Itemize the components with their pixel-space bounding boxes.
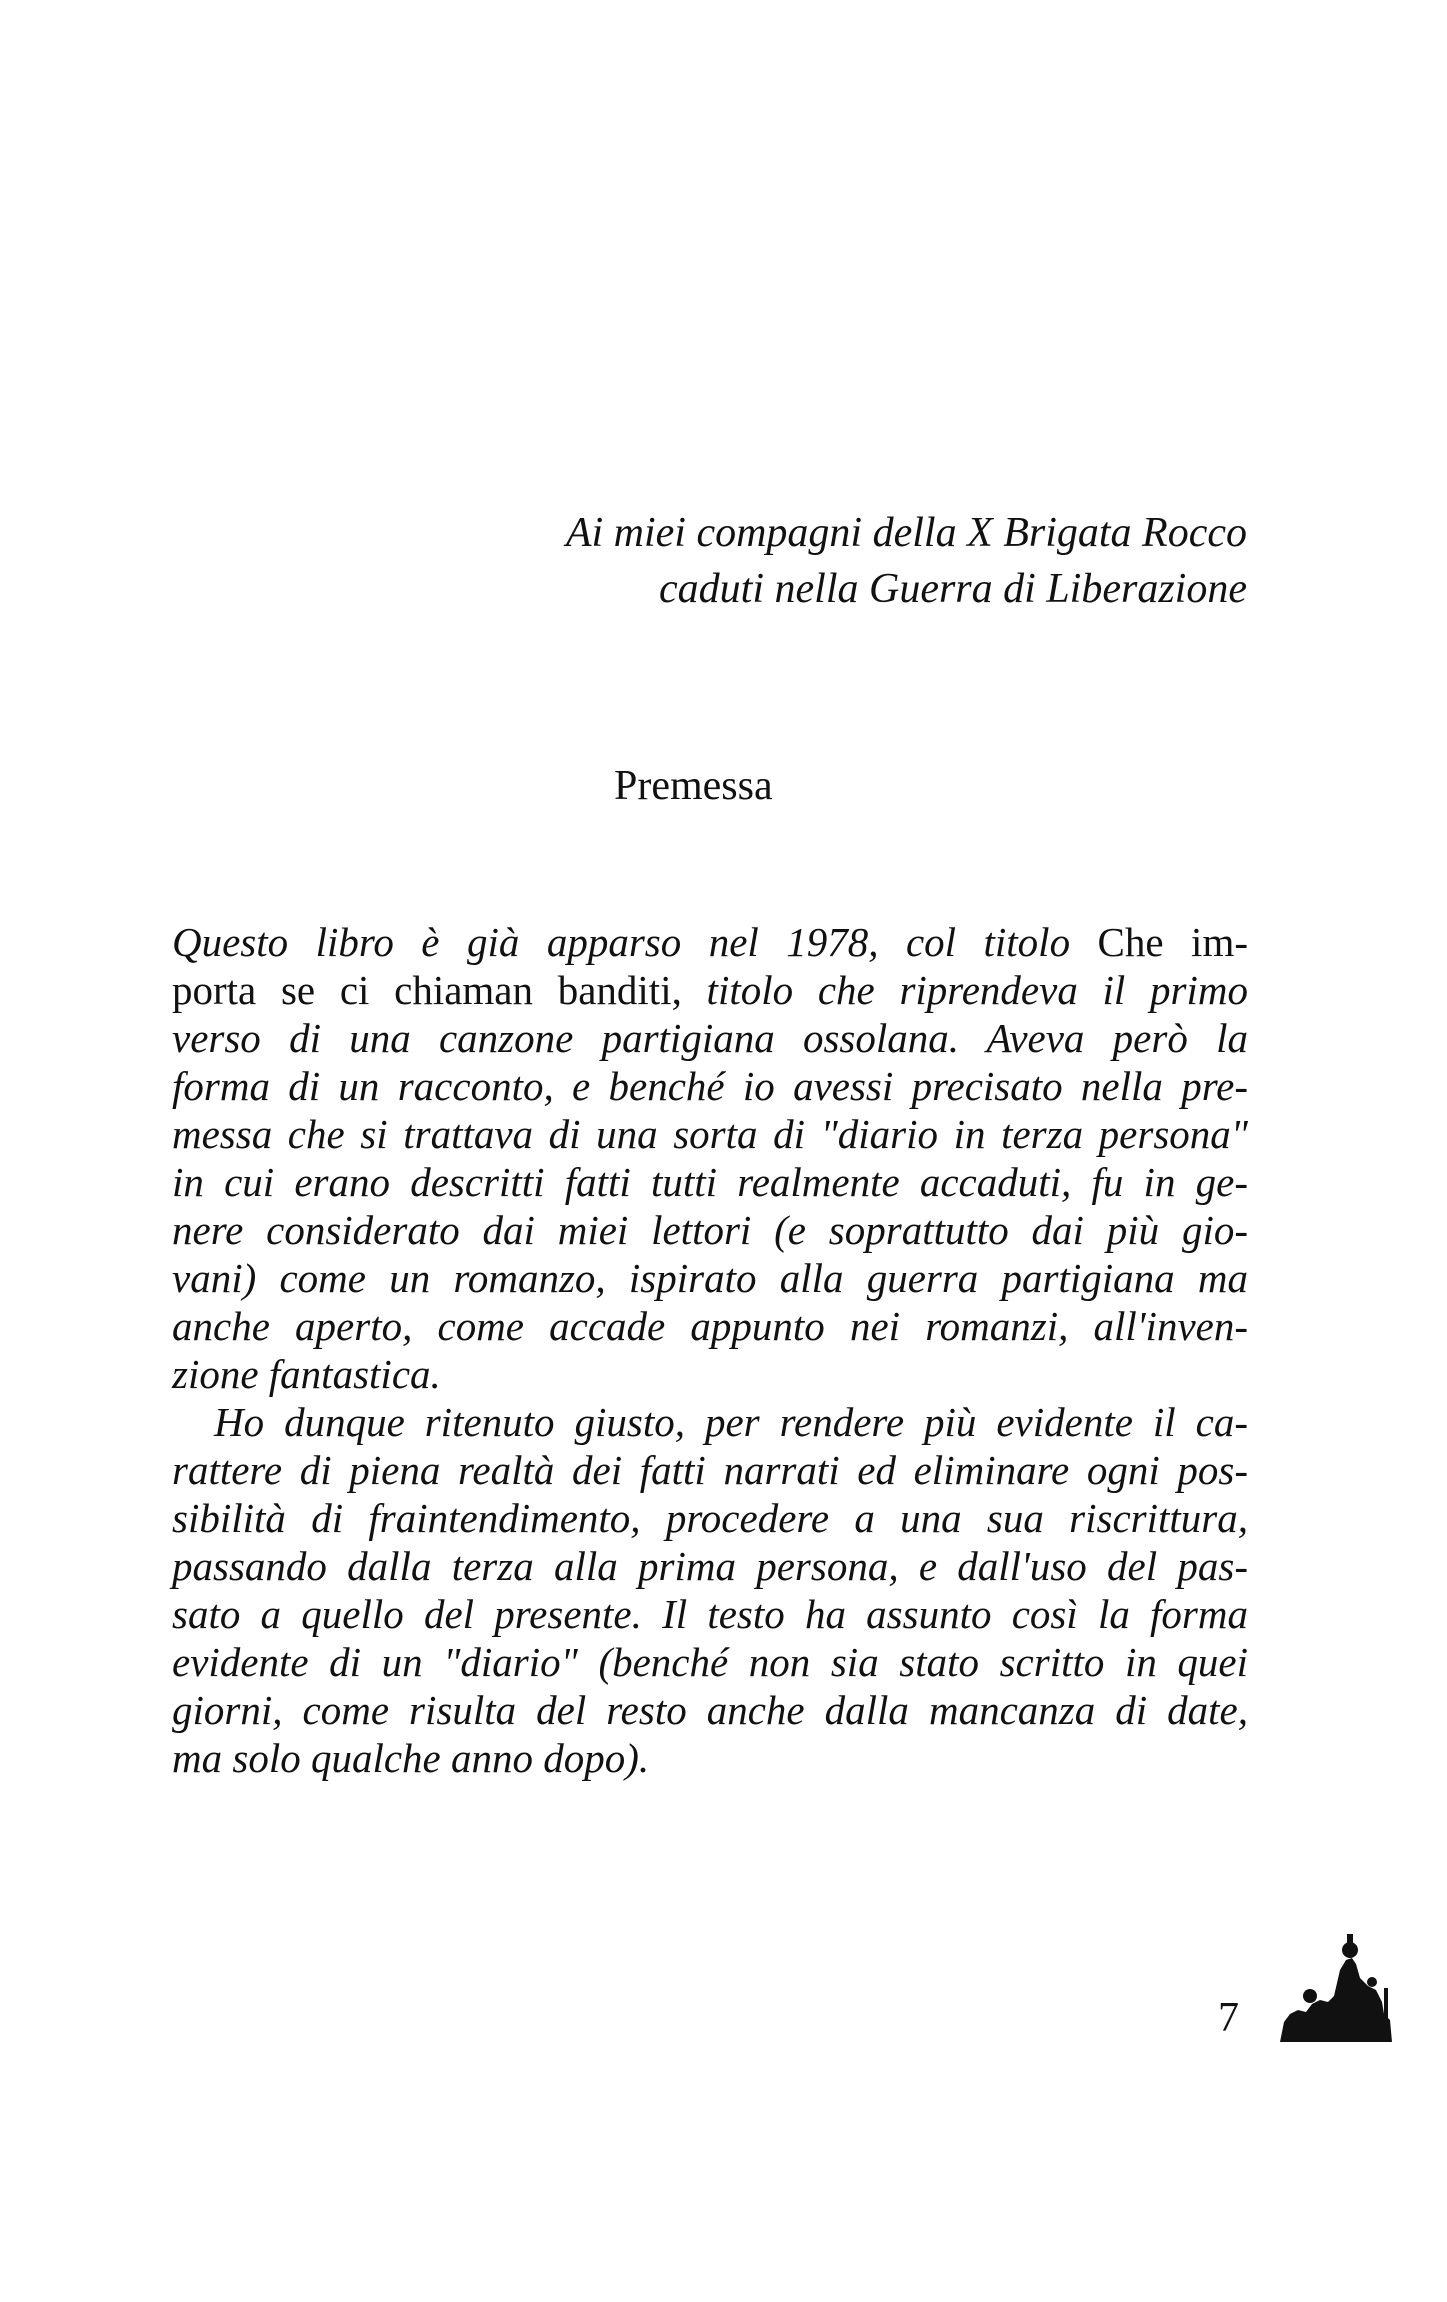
text-line: rattere di piena realtà dei fatti narrati ed eliminare ogni pos- <box>172 1447 1248 1493</box>
book-title-part-2: porta se ci chiaman banditi, <box>172 967 682 1013</box>
dedication-line-2: caduti nella Guerra di Liberazione <box>659 566 1247 612</box>
page-number: 7 <box>1218 1995 1239 2041</box>
text-line: passando dalla terza alla prima persona, e dall'uso del pas- <box>172 1543 1248 1589</box>
dedication <box>347 505 1247 617</box>
text-line: vani) come un romanzo, ispirato alla guerra partigiana ma <box>172 1255 1248 1301</box>
dedication-line-1: Ai miei compagni della X Brigata Rocco <box>565 510 1247 556</box>
text-line: Ho dunque ritenuto giusto, per rendere più evidente il ca- <box>214 1399 1248 1445</box>
text-span: titolo che riprendeva il primo <box>681 967 1248 1013</box>
section-heading: Premessa <box>614 763 773 809</box>
text-line: zione fantastica. <box>172 1351 441 1397</box>
text-line: verso di una canzone partigiana ossolana. Aveva però la <box>172 1015 1248 1061</box>
text-line: giorni, come risulta del resto anche dalla mancanza di date, <box>172 1687 1248 1733</box>
book-title-part-1: Che im- <box>1097 919 1248 965</box>
text-line: evidente di un "diario" (benché non sia stato scritto in quei <box>172 1639 1248 1685</box>
publisher-figures-logo-icon <box>1276 1930 1396 2045</box>
body-text <box>172 918 1248 1782</box>
text-line: ma solo qualche anno dopo). <box>172 1735 650 1781</box>
text-line: sibilità di fraintendimento, procedere a una sua riscrittura, <box>172 1495 1248 1541</box>
text-span: Questo libro è già apparso nel 1978, col titolo <box>172 919 1098 965</box>
text-line: messa che si trattava di una sorta di "diario in terza persona" <box>172 1111 1248 1157</box>
text-line: anche aperto, come accade appunto nei romanzi, all'inven- <box>172 1303 1248 1349</box>
text-line: sato a quello del presente. Il testo ha assunto così la forma <box>172 1591 1248 1637</box>
text-line <box>172 966 1248 1014</box>
text-line <box>172 918 1248 966</box>
text-line: forma di un racconto, e benché io avessi precisato nella pre- <box>172 1063 1248 1109</box>
text-line: in cui erano descritti fatti tutti realmente accaduti, fu in ge- <box>172 1159 1248 1205</box>
text-line: nere considerato dai miei lettori (e soprattutto dai più gio- <box>172 1207 1248 1253</box>
